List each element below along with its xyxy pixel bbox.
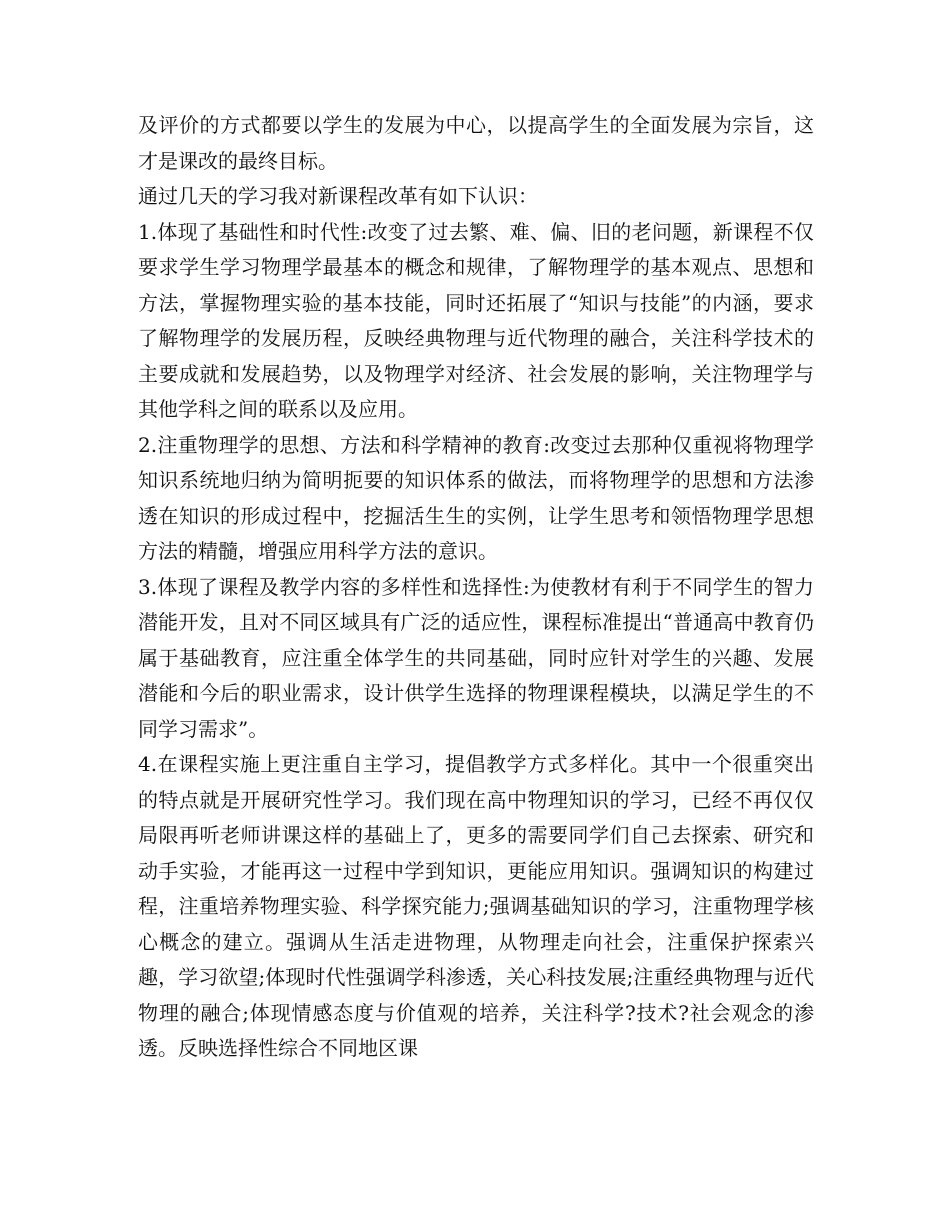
document-body xyxy=(138,108,814,1067)
paragraph-point-3: 3.体现了课程及教学内容的多样性和选择性:为使教材有利于不同学生的智力潜能开发，且对不同区域具有广泛的适应性，课程标准提出“普通高中教育仍属于基础教育，应注重全体学生的共同基础，同时应针对学生的兴趣、发展潜能和今后的职业需求，设计供学生选择的物理课程模块，以满足学生的不同学习需求”。 xyxy=(138,574,814,741)
paragraph-continuation: 及评价的方式都要以学生的发展为中心，以提高学生的全面发展为宗旨，这才是课改的最终目标。 xyxy=(138,113,814,173)
paragraph-point-1: 1.体现了基础性和时代性:改变了过去繁、难、偏、旧的老问题，新课程不仅要求学生学习物理学最基本的概念和规律，了解物理学的基本观点、思想和方法，掌握物理实验的基本技能，同时还拓展了“知识与技能”的内涵，要求了解物理学的发展历程，反映经典物理与近代物理的融合，关注科学技术的主要成就和发展趋势，以及物理学对经济、社会发展的影响，关注物理学与其他学科之间的联系以及应用。 xyxy=(138,219,814,421)
paragraph-intro: 通过几天的学习我对新课程改革有如下认识： xyxy=(138,184,538,208)
paragraph-point-4: 4.在课程实施上更注重自主学习，提倡教学方式多样化。其中一个很重突出的特点就是开展研究性学习。我们现在高中物理知识的学习，已经不再仅仅局限再听老师讲课这样的基础上了，更多的需要同学们自己去探索、研究和动手实验，才能再这一过程中学到知识，更能应用知识。强调知识的构建过程，注重培养物理实验、科学探究能力;强调基础知识的学习，注重物理学核心概念的建立。强调从生活走进物理，从物理走向社会，注重保护探索兴趣，学习欲望;体现时代性强调学科渗透，关心科技发展;注重经典物理与近代物理的融合;体现情感态度与价值观的培养，关注科学?技术?社会观念的渗透。反映选择性综合不同地区课 xyxy=(138,752,814,1060)
paragraph-point-2: 2.注重物理学的思想、方法和科学精神的教育:改变过去那种仅重视将物理学知识系统地归纳为简明扼要的知识体系的做法，而将物理学的思想和方法渗透在知识的形成过程中，挖掘活生生的实例，让学生思考和领悟物理学思想方法的精髓，增强应用科学方法的意识。 xyxy=(138,432,814,563)
